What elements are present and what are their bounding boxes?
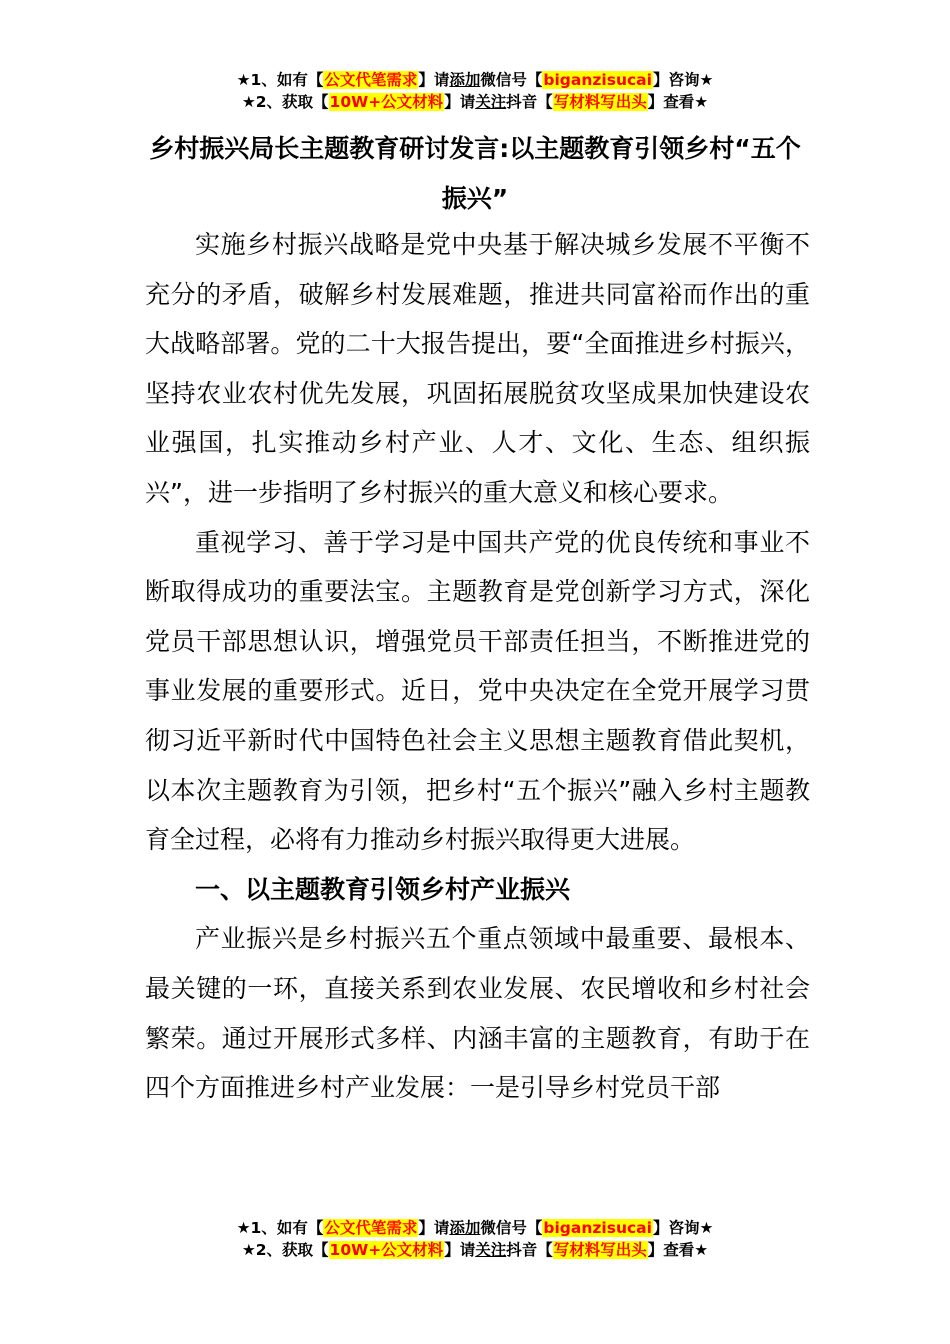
header-banner	[0, 69, 950, 113]
banner-text: 】请	[418, 1219, 450, 1237]
banner-underline: 添加	[449, 1219, 481, 1237]
banner-text: 】咨询★	[652, 1219, 714, 1237]
banner-highlight: 10W+公文材料	[329, 1241, 444, 1259]
banner-line-2	[0, 1239, 950, 1261]
section-heading: 一、以主题教育引领乡村产业振兴	[195, 874, 571, 904]
banner-highlight: 公文代笔需求	[324, 1219, 418, 1237]
banner-line-1	[0, 1217, 950, 1239]
banner-text: 】咨询★	[652, 71, 714, 89]
banner-highlight: 10W+公文材料	[329, 93, 444, 111]
banner-text: 】查看★	[647, 93, 709, 111]
banner-underline: 关注	[475, 1241, 507, 1259]
banner-line-1	[0, 69, 950, 91]
banner-text: 微信号【	[480, 1219, 543, 1237]
banner-text: ★2、获取【	[241, 1241, 329, 1259]
banner-text: 抖音【	[506, 1241, 553, 1259]
banner-text: ★1、如有【	[236, 71, 324, 89]
body-paragraph: 产业振兴是乡村振兴五个重点领域中最重要、最根本、最关键的一环，直接关系到农业发展、农民增收和乡村社会繁荣。通过开展形式多样、内涵丰富的主题教育，有助于在四个方面推进乡村产业发展：一是引导乡村党员干部	[145, 924, 810, 1103]
footer-banner	[0, 1217, 950, 1261]
banner-highlight: biganzisucai	[543, 71, 652, 89]
banner-line-2	[0, 91, 950, 113]
banner-highlight: 写材料写出头	[553, 93, 647, 111]
body-paragraph: 实施乡村振兴战略是党中央基于解决城乡发展不平衡不充分的矛盾，破解乡村发展难题，推进共同富裕而作出的重大战略部署。党的二十大报告提出，要“全面推进乡村振兴，坚持农业农村优先发展，巩固拓展脱贫攻坚成果加快建设农业强国，扎实推动乡村产业、人才、文化、生态、组织振兴”，进一步指明了乡村振兴的重大意义和核心要求。	[145, 230, 810, 507]
banner-underline: 关注	[475, 93, 507, 111]
banner-text: 】请	[418, 71, 450, 89]
banner-highlight: biganzisucai	[543, 1219, 652, 1237]
banner-highlight: 公文代笔需求	[324, 71, 418, 89]
banner-highlight: 写材料写出头	[553, 1241, 647, 1259]
banner-text: 】查看★	[647, 1241, 709, 1259]
banner-text: 】请	[444, 1241, 476, 1259]
banner-text: 抖音【	[506, 93, 553, 111]
banner-text: 微信号【	[480, 71, 543, 89]
banner-underline: 添加	[449, 71, 481, 89]
body-paragraph: 重视学习、善于学习是中国共产党的优良传统和事业不断取得成功的重要法宝。主题教育是党创新学习方式，深化党员干部思想认识，增强党员干部责任担当，不断推进党的事业发展的重要形式。近日，党中央决定在全党开展学习贯彻习近平新时代中国特色社会主义思想主题教育借此契机，以本次主题教育为引领，把乡村“五个振兴”融入乡村主题教育全过程，必将有力推动乡村振兴取得更大进展。	[145, 527, 810, 855]
document-body	[145, 220, 810, 1113]
banner-text: ★1、如有【	[236, 1219, 324, 1237]
document-title: 乡村振兴局长主题教育研讨发言:以主题教育引领乡村“五个振兴”	[149, 134, 801, 213]
banner-text: ★2、获取【	[241, 93, 329, 111]
banner-text: 】请	[444, 93, 476, 111]
